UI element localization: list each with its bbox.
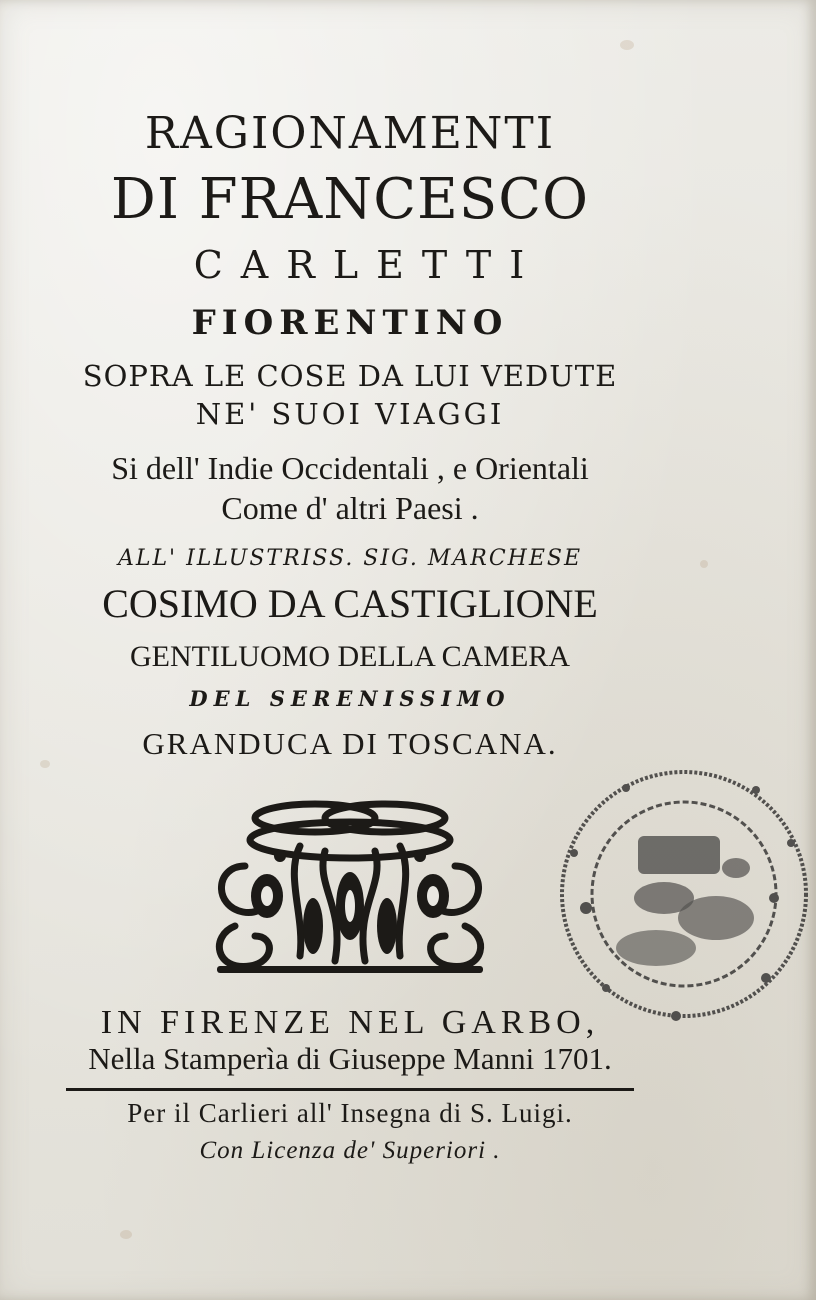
dedication-line-1: ALL' ILLUSTRISS. SIG. MARCHESE (117, 546, 583, 571)
dedication-line-4: GRANDUCA DI TOSCANA. (142, 726, 558, 761)
title-line-3: CARLETTI (193, 243, 543, 287)
imprint-place: IN FIRENZE NEL GARBO, (100, 1004, 600, 1041)
foxing-spot (40, 760, 50, 768)
foxing-spot (620, 40, 634, 50)
title-line-1: RAGIONAMENTI (144, 108, 556, 159)
imprint-rule (66, 1088, 634, 1091)
monogram-ornament-icon (205, 796, 495, 976)
subtitle-line-2: NE' SUOI VIAGGI (195, 397, 505, 431)
imprint-license: Con Licenza de' Superiori . (199, 1137, 501, 1164)
library-stamp-icon (546, 748, 816, 1048)
imprint-seller: Per il Carlieri all' Insegna di S. Luigi. (127, 1098, 573, 1128)
foxing-spot (120, 1230, 132, 1239)
foxing-spot (700, 560, 708, 568)
dedication-name: COSIMO DA CASTIGLIONE (102, 581, 598, 626)
title-line-4: FIORENTINO (191, 303, 509, 343)
subtitle-line-1: SOPRA LE COSE DA LUI VEDUTE (82, 359, 618, 393)
dedication-line-2: GENTILUOMO DELLA CAMERA (130, 640, 570, 673)
title-line-2: DI FRANCESCO (110, 167, 590, 232)
imprint-printer: Nella Stamperìa di Giuseppe Manni 1701. (88, 1041, 612, 1076)
subtitle-line-3: Si dell' Indie Occidentali , e Orientali (111, 450, 589, 486)
dedication-line-3: DEL SERENISSIMO (189, 686, 511, 711)
subtitle-line-4: Come d' altri Paesi . (221, 490, 479, 526)
